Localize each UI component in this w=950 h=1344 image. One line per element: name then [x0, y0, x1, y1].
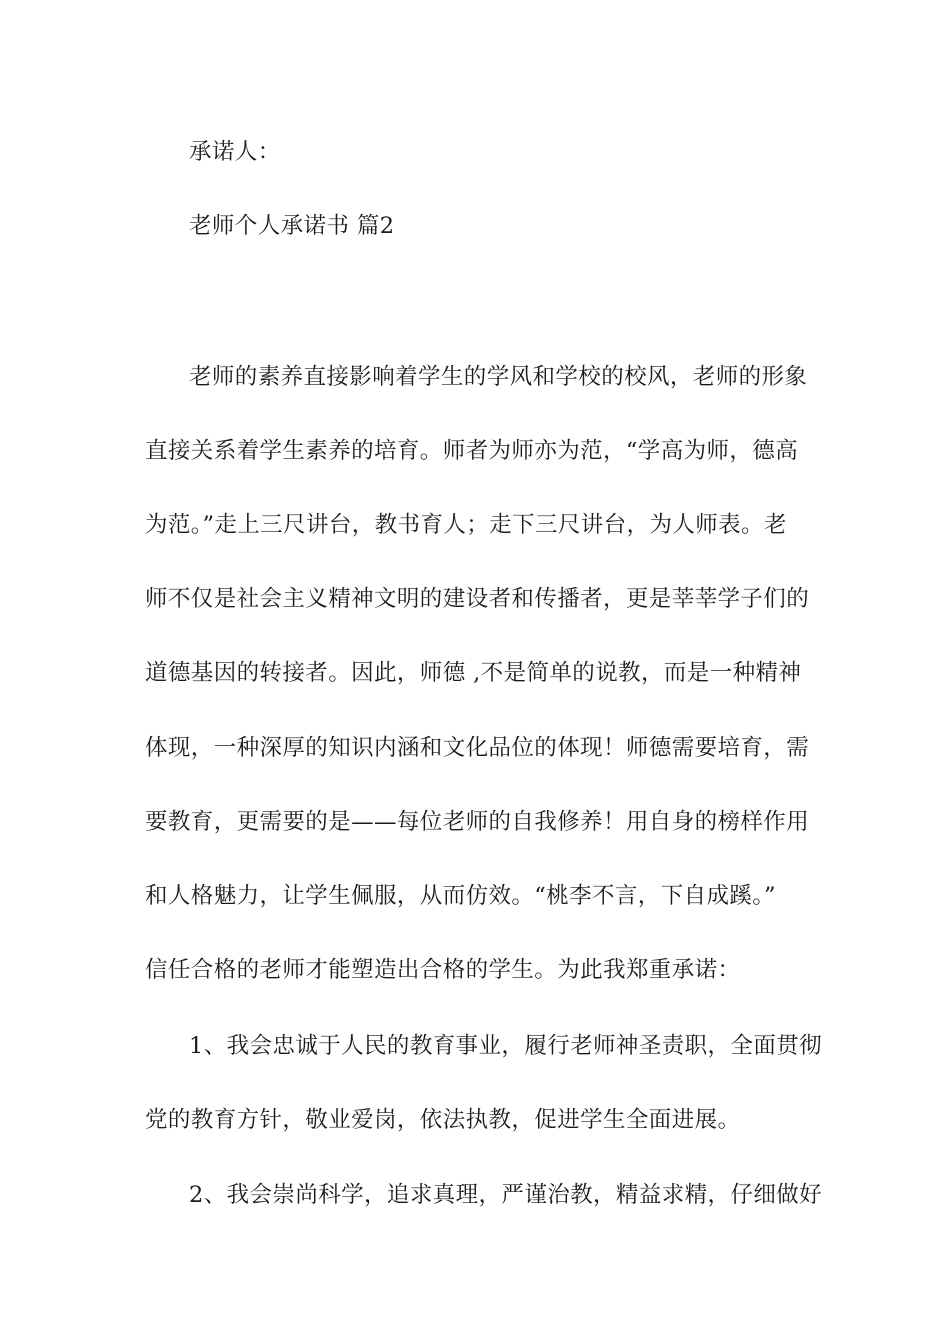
body-line: 1、我会忠诚于人民的教育事业，履行老师神圣责职，全面贯彻 [189, 1033, 823, 1059]
body-line: 为范。”走上三尺讲台，教书育人；走下三尺讲台，为人师表。老 [145, 512, 787, 538]
body-line: 信任合格的老师才能塑造出合格的学生。为此我郑重承诺： [145, 957, 741, 983]
body-line: 要教育，更需要的是——每位老师的自我修养！用自身的榜样作用 [145, 809, 810, 835]
body-line: 体现，一种深厚的知识内涵和文化品位的体现！师德需要培育，需 [145, 735, 810, 761]
body-line: 道德基因的转接者。因此，师德 ,不是简单的说教，而是一种精神 [145, 660, 802, 686]
body-line: 和人格魅力，让学生佩服，从而仿效。“桃李不言，下自成蹊。” [145, 883, 776, 909]
signature-label: 承诺人： [189, 139, 281, 165]
body-line: 2、我会崇尚科学，追求真理，严谨治教，精益求精，仔细做好 [189, 1182, 823, 1208]
body-line: 师不仅是社会主义精神文明的建设者和传播者，更是莘莘学子们的 [145, 586, 810, 612]
section-heading: 老师个人承诺书 篇2 [189, 213, 395, 239]
body-line: 老师的素养直接影响着学生的学风和学校的校风，老师的形象 [189, 364, 808, 390]
body-line: 党的教育方针，敬业爱岗，依法执教，促进学生全面进展。 [145, 1107, 741, 1133]
body-line: 直接关系着学生素养的培育。师者为师亦为范，“学高为师，德高 [145, 438, 799, 464]
